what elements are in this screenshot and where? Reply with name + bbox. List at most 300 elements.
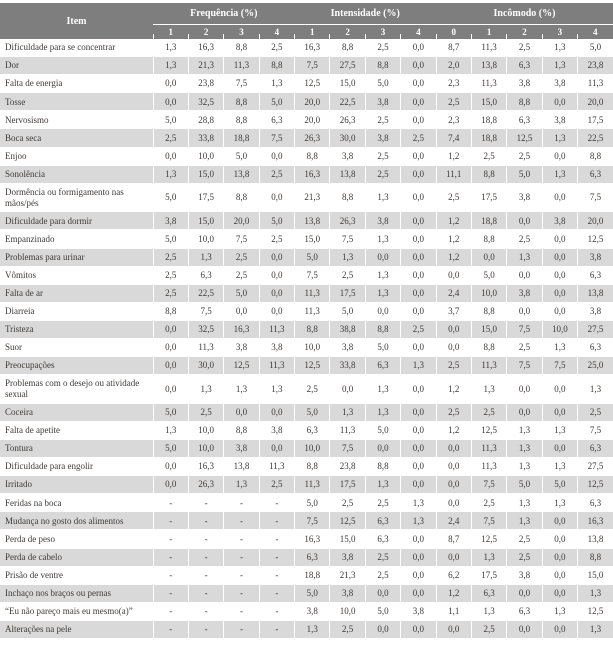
- value-cell: 11,1: [436, 165, 471, 183]
- value-cell: 1,3: [507, 512, 542, 530]
- value-cell: 20,0: [578, 93, 613, 111]
- value-cell: 7,5: [224, 75, 259, 93]
- value-cell: 3,8: [401, 602, 436, 620]
- value-cell: 26,3: [330, 212, 365, 230]
- value-cell: 1,3: [224, 375, 259, 404]
- value-cell: 2,5: [365, 548, 400, 566]
- value-cell: 1,3: [259, 75, 294, 93]
- value-cell: 0,0: [507, 403, 542, 421]
- table-row: [0, 320, 613, 338]
- value-cell: 2,3: [436, 111, 471, 129]
- value-cell: 0,0: [365, 302, 400, 320]
- value-cell: 7,5: [295, 512, 330, 530]
- value-cell: 26,3: [188, 476, 223, 494]
- item-cell: Falta de energia: [5, 78, 63, 89]
- value-cell: 15,0: [188, 212, 223, 230]
- table-row: [0, 93, 613, 111]
- value-cell: 2,5: [365, 494, 400, 512]
- value-cell: 0,0: [401, 530, 436, 548]
- value-cell: 8,7: [436, 39, 471, 57]
- value-cell: 15,0: [471, 320, 506, 338]
- table-row: [0, 602, 613, 620]
- column-header-frequencia-1: 1: [153, 25, 188, 40]
- value-cell: 3,8: [507, 75, 542, 93]
- value-cell: 0,0: [436, 320, 471, 338]
- value-cell: 0,0: [401, 165, 436, 183]
- value-cell: 2,5: [188, 403, 223, 421]
- value-cell: 8,8: [295, 320, 330, 338]
- value-cell: 1,3: [365, 266, 400, 284]
- value-cell: 0,0: [401, 57, 436, 75]
- table-row: [0, 439, 613, 457]
- item-cell: Vômitos: [5, 269, 37, 280]
- value-cell: -: [153, 620, 188, 638]
- table-row: [0, 476, 613, 494]
- value-cell: 2,5: [471, 403, 506, 421]
- value-cell: 0,0: [153, 357, 188, 375]
- value-cell: 0,0: [436, 439, 471, 457]
- value-cell: 16,3: [224, 320, 259, 338]
- value-cell: 7,5: [295, 266, 330, 284]
- value-cell: 33,8: [188, 129, 223, 147]
- value-cell: 11,3: [471, 357, 506, 375]
- item-cell: Tristeza: [5, 324, 34, 335]
- symptom-assessment-table: [0, 3, 613, 639]
- value-cell: 5,0: [295, 248, 330, 266]
- value-cell: 2,5: [436, 403, 471, 421]
- table-row: [0, 57, 613, 75]
- table-row: [0, 530, 613, 548]
- value-cell: -: [259, 530, 294, 548]
- value-cell: 2,5: [471, 494, 506, 512]
- value-cell: 18,8: [224, 129, 259, 147]
- value-cell: 5,0: [224, 147, 259, 165]
- table-row: [0, 111, 613, 129]
- value-cell: 8,8: [224, 183, 259, 212]
- value-cell: 12,5: [330, 512, 365, 530]
- value-cell: 0,0: [259, 248, 294, 266]
- value-cell: 8,8: [295, 458, 330, 476]
- value-cell: -: [188, 494, 223, 512]
- value-cell: -: [153, 566, 188, 584]
- value-cell: 0,0: [153, 476, 188, 494]
- value-cell: 2,5: [365, 111, 400, 129]
- value-cell: 15,0: [188, 165, 223, 183]
- value-cell: 1,3: [578, 375, 613, 404]
- value-cell: 1,3: [330, 248, 365, 266]
- value-cell: 1,3: [188, 375, 223, 404]
- value-cell: -: [153, 494, 188, 512]
- value-cell: 5,0: [365, 421, 400, 439]
- value-cell: 2,5: [365, 165, 400, 183]
- value-cell: -: [188, 620, 223, 638]
- table-row: [0, 39, 613, 57]
- value-cell: 15,0: [295, 230, 330, 248]
- value-cell: 7,5: [330, 439, 365, 457]
- value-cell: 2,5: [471, 147, 506, 165]
- value-cell: 20,0: [224, 212, 259, 230]
- value-cell: 0,0: [401, 339, 436, 357]
- value-cell: 0,0: [401, 458, 436, 476]
- value-cell: -: [153, 602, 188, 620]
- value-cell: 5,0: [153, 403, 188, 421]
- value-cell: 23,8: [188, 75, 223, 93]
- value-cell: 15,0: [578, 566, 613, 584]
- value-cell: 0,0: [401, 548, 436, 566]
- value-cell: 1,3: [542, 458, 577, 476]
- item-cell: Diarreia: [5, 306, 35, 317]
- value-cell: 8,8: [295, 147, 330, 165]
- value-cell: 0,0: [542, 183, 577, 212]
- value-cell: 8,8: [153, 302, 188, 320]
- value-cell: 6,3: [365, 530, 400, 548]
- value-cell: 0,0: [542, 403, 577, 421]
- value-cell: 3,8: [365, 212, 400, 230]
- value-cell: 2,5: [365, 147, 400, 165]
- value-cell: -: [153, 512, 188, 530]
- value-cell: 1,3: [471, 375, 506, 404]
- value-cell: 1,3: [471, 548, 506, 566]
- value-cell: 8,8: [365, 458, 400, 476]
- value-cell: 5,0: [153, 230, 188, 248]
- item-cell: Sonolência: [5, 168, 45, 179]
- value-cell: 0,0: [365, 620, 400, 638]
- value-cell: 2,5: [436, 357, 471, 375]
- value-cell: 0,0: [401, 439, 436, 457]
- value-cell: 13,8: [578, 530, 613, 548]
- value-cell: 3,8: [507, 284, 542, 302]
- value-cell: 1,3: [507, 421, 542, 439]
- value-cell: 3,8: [578, 302, 613, 320]
- table-row: [0, 375, 613, 404]
- value-cell: -: [259, 566, 294, 584]
- value-cell: 7,5: [188, 302, 223, 320]
- value-cell: 13,8: [578, 284, 613, 302]
- value-cell: -: [188, 530, 223, 548]
- value-cell: 2,5: [436, 93, 471, 111]
- value-cell: 0,0: [436, 458, 471, 476]
- value-cell: 1,3: [365, 284, 400, 302]
- column-header-incomodo-2: 2: [507, 25, 542, 40]
- item-cell: Dificuldade para se concentrar: [5, 42, 116, 53]
- value-cell: 1,2: [436, 147, 471, 165]
- value-cell: 5,0: [153, 183, 188, 212]
- column-header-incomodo-0: 0: [436, 25, 471, 40]
- value-cell: -: [224, 602, 259, 620]
- value-cell: 1,3: [507, 458, 542, 476]
- value-cell: 1,3: [507, 494, 542, 512]
- value-cell: 1,3: [542, 129, 577, 147]
- value-cell: 6,3: [259, 111, 294, 129]
- item-cell: Coceira: [5, 407, 33, 418]
- value-cell: 0,0: [542, 230, 577, 248]
- value-cell: 8,8: [471, 230, 506, 248]
- value-cell: 1,3: [507, 248, 542, 266]
- item-cell: Problemas com o desejo ou atividade sexual: [5, 378, 140, 399]
- value-cell: 2,5: [330, 620, 365, 638]
- table-row: [0, 302, 613, 320]
- value-cell: 0,0: [542, 248, 577, 266]
- table-row: [0, 183, 613, 212]
- value-cell: 7,4: [436, 129, 471, 147]
- value-cell: 16,3: [295, 530, 330, 548]
- item-cell: Inchaço nos braços ou pernas: [5, 588, 111, 599]
- value-cell: -: [259, 620, 294, 638]
- item-cell: Tontura: [5, 443, 33, 454]
- value-cell: 3,8: [330, 584, 365, 602]
- value-cell: 10,0: [295, 339, 330, 357]
- value-cell: 0,0: [542, 266, 577, 284]
- value-cell: 32,5: [188, 320, 223, 338]
- value-cell: 13,8: [224, 165, 259, 183]
- value-cell: 2,5: [507, 339, 542, 357]
- value-cell: -: [188, 584, 223, 602]
- value-cell: 17,5: [330, 284, 365, 302]
- value-cell: 3,8: [224, 339, 259, 357]
- value-cell: 0,0: [259, 183, 294, 212]
- value-cell: 0,0: [542, 284, 577, 302]
- value-cell: 2,5: [507, 147, 542, 165]
- value-cell: 2,5: [436, 183, 471, 212]
- value-cell: 7,5: [471, 476, 506, 494]
- value-cell: 3,8: [365, 129, 400, 147]
- value-cell: 0,0: [401, 248, 436, 266]
- table-row: [0, 75, 613, 93]
- value-cell: 2,5: [401, 320, 436, 338]
- value-cell: 5,0: [153, 111, 188, 129]
- value-cell: 0,0: [436, 620, 471, 638]
- value-cell: 12,5: [578, 476, 613, 494]
- value-cell: 3,8: [542, 212, 577, 230]
- column-header-item: Item: [0, 3, 153, 39]
- value-cell: 8,8: [471, 339, 506, 357]
- item-cell: Dificuldade para engolir: [5, 461, 93, 472]
- table-row: [0, 620, 613, 638]
- table-row: [0, 266, 613, 284]
- value-cell: 0,0: [401, 212, 436, 230]
- value-cell: 1,2: [436, 421, 471, 439]
- value-cell: 0,0: [153, 458, 188, 476]
- value-cell: 3,8: [365, 93, 400, 111]
- value-cell: 0,0: [436, 548, 471, 566]
- value-cell: 0,0: [401, 75, 436, 93]
- value-cell: 5,0: [224, 284, 259, 302]
- value-cell: 2,0: [436, 57, 471, 75]
- value-cell: 0,0: [401, 147, 436, 165]
- value-cell: 10,0: [188, 147, 223, 165]
- value-cell: 10,0: [295, 439, 330, 457]
- value-cell: 2,5: [507, 39, 542, 57]
- value-cell: 12,5: [224, 357, 259, 375]
- value-cell: 0,0: [542, 512, 577, 530]
- value-cell: 0,0: [365, 248, 400, 266]
- value-cell: 1,2: [436, 248, 471, 266]
- item-cell: Dificuldade para dormir: [5, 215, 92, 226]
- value-cell: 7,5: [578, 183, 613, 212]
- item-cell: Suor: [5, 342, 23, 353]
- value-cell: 1,3: [401, 357, 436, 375]
- column-header-incomodo-4: 4: [578, 25, 613, 40]
- value-cell: 1,3: [542, 494, 577, 512]
- item-cell: Enjoo: [5, 150, 27, 161]
- value-cell: 10,0: [188, 439, 223, 457]
- value-cell: 1,3: [542, 421, 577, 439]
- item-cell: Dormência ou formigamento nas mãos/pés: [5, 187, 124, 208]
- value-cell: 21,3: [295, 183, 330, 212]
- column-header-incomodo-1: 1: [471, 25, 506, 40]
- value-cell: 6,3: [578, 439, 613, 457]
- value-cell: 1,1: [436, 602, 471, 620]
- value-cell: 2,5: [365, 566, 400, 584]
- column-group-intensidade: Intensidade (%): [295, 3, 437, 25]
- value-cell: 0,0: [153, 147, 188, 165]
- value-cell: 7,5: [295, 57, 330, 75]
- value-cell: 0,0: [542, 548, 577, 566]
- value-cell: -: [224, 530, 259, 548]
- value-cell: 23,8: [578, 57, 613, 75]
- table-row: [0, 165, 613, 183]
- value-cell: 1,3: [365, 183, 400, 212]
- value-cell: 1,3: [542, 39, 577, 57]
- value-cell: -: [224, 548, 259, 566]
- value-cell: 6,3: [578, 165, 613, 183]
- value-cell: 0,0: [401, 111, 436, 129]
- value-cell: 8,8: [224, 39, 259, 57]
- value-cell: 16,3: [188, 458, 223, 476]
- value-cell: 1,3: [578, 620, 613, 638]
- value-cell: 0,0: [259, 302, 294, 320]
- column-header-incomodo-3: 3: [542, 25, 577, 40]
- value-cell: 7,5: [224, 230, 259, 248]
- value-cell: 6,3: [295, 421, 330, 439]
- item-cell: Dor: [5, 60, 19, 71]
- value-cell: 2,5: [259, 230, 294, 248]
- value-cell: 7,5: [578, 421, 613, 439]
- value-cell: 15,0: [471, 93, 506, 111]
- value-cell: 7,5: [471, 512, 506, 530]
- value-cell: 1,3: [153, 57, 188, 75]
- value-cell: 1,2: [436, 212, 471, 230]
- table-row: [0, 566, 613, 584]
- value-cell: 2,5: [507, 530, 542, 548]
- value-cell: 11,3: [259, 458, 294, 476]
- value-cell: 2,5: [365, 39, 400, 57]
- value-cell: 7,5: [507, 357, 542, 375]
- value-cell: 0,0: [507, 375, 542, 404]
- value-cell: 3,8: [507, 566, 542, 584]
- value-cell: 1,3: [542, 339, 577, 357]
- column-header-intensidade-2: 2: [330, 25, 365, 40]
- value-cell: 12,5: [295, 357, 330, 375]
- value-cell: 17,5: [471, 566, 506, 584]
- value-cell: 1,3: [542, 57, 577, 75]
- value-cell: 2,4: [436, 512, 471, 530]
- value-cell: 30,0: [330, 129, 365, 147]
- table-row: [0, 494, 613, 512]
- value-cell: 17,5: [330, 476, 365, 494]
- value-cell: 2,5: [224, 248, 259, 266]
- value-cell: 16,3: [188, 39, 223, 57]
- value-cell: 0,0: [542, 93, 577, 111]
- value-cell: 11,3: [471, 458, 506, 476]
- value-cell: 10,0: [330, 602, 365, 620]
- value-cell: 0,0: [542, 375, 577, 404]
- value-cell: 28,8: [188, 111, 223, 129]
- value-cell: 3,8: [295, 602, 330, 620]
- value-cell: 3,8: [542, 111, 577, 129]
- item-cell: Tosse: [5, 96, 26, 107]
- value-cell: 2,5: [330, 494, 365, 512]
- value-cell: 0,0: [259, 266, 294, 284]
- value-cell: 11,3: [578, 75, 613, 93]
- column-header-intensidade-4: 4: [401, 25, 436, 40]
- table-row: [0, 284, 613, 302]
- table-body: [0, 39, 613, 639]
- value-cell: 0,0: [401, 302, 436, 320]
- value-cell: 0,0: [365, 439, 400, 457]
- value-cell: 20,0: [295, 93, 330, 111]
- value-cell: 13,8: [224, 458, 259, 476]
- value-cell: 16,3: [295, 165, 330, 183]
- value-cell: -: [224, 566, 259, 584]
- value-cell: 18,8: [295, 566, 330, 584]
- value-cell: 27,5: [330, 57, 365, 75]
- value-cell: 6,3: [365, 512, 400, 530]
- value-cell: 0,0: [153, 75, 188, 93]
- value-cell: 0,0: [401, 93, 436, 111]
- value-cell: 0,0: [507, 266, 542, 284]
- value-cell: 7,5: [330, 230, 365, 248]
- value-cell: 23,8: [330, 458, 365, 476]
- value-cell: 5,0: [578, 39, 613, 57]
- column-header-intensidade-1: 1: [295, 25, 330, 40]
- value-cell: 22,5: [330, 93, 365, 111]
- column-header-intensidade-3: 3: [365, 25, 400, 40]
- table-row: [0, 421, 613, 439]
- value-cell: 3,8: [330, 548, 365, 566]
- value-cell: 2,5: [330, 266, 365, 284]
- item-cell: Nervosismo: [5, 114, 49, 125]
- table-row: [0, 129, 613, 147]
- value-cell: 0,0: [259, 439, 294, 457]
- value-cell: 15,0: [330, 75, 365, 93]
- value-cell: 2,5: [471, 620, 506, 638]
- value-cell: 0,0: [542, 620, 577, 638]
- value-cell: 2,5: [259, 165, 294, 183]
- value-cell: 11,3: [295, 476, 330, 494]
- value-cell: 5,0: [507, 165, 542, 183]
- value-cell: 3,8: [330, 147, 365, 165]
- value-cell: 0,0: [436, 339, 471, 357]
- value-cell: 21,3: [330, 566, 365, 584]
- table-row: [0, 212, 613, 230]
- value-cell: 2,5: [153, 266, 188, 284]
- value-cell: 11,3: [259, 357, 294, 375]
- value-cell: 11,3: [471, 75, 506, 93]
- table-row: [0, 230, 613, 248]
- item-cell: Falta de ar: [5, 288, 43, 299]
- value-cell: 11,3: [224, 57, 259, 75]
- value-cell: 8,8: [224, 93, 259, 111]
- value-cell: 0,0: [436, 476, 471, 494]
- value-cell: 2,5: [224, 266, 259, 284]
- item-cell: Empanzinado: [5, 233, 55, 244]
- value-cell: 5,0: [365, 75, 400, 93]
- value-cell: 0,0: [401, 284, 436, 302]
- value-cell: 11,3: [295, 284, 330, 302]
- value-cell: 8,8: [471, 165, 506, 183]
- value-cell: 11,3: [295, 302, 330, 320]
